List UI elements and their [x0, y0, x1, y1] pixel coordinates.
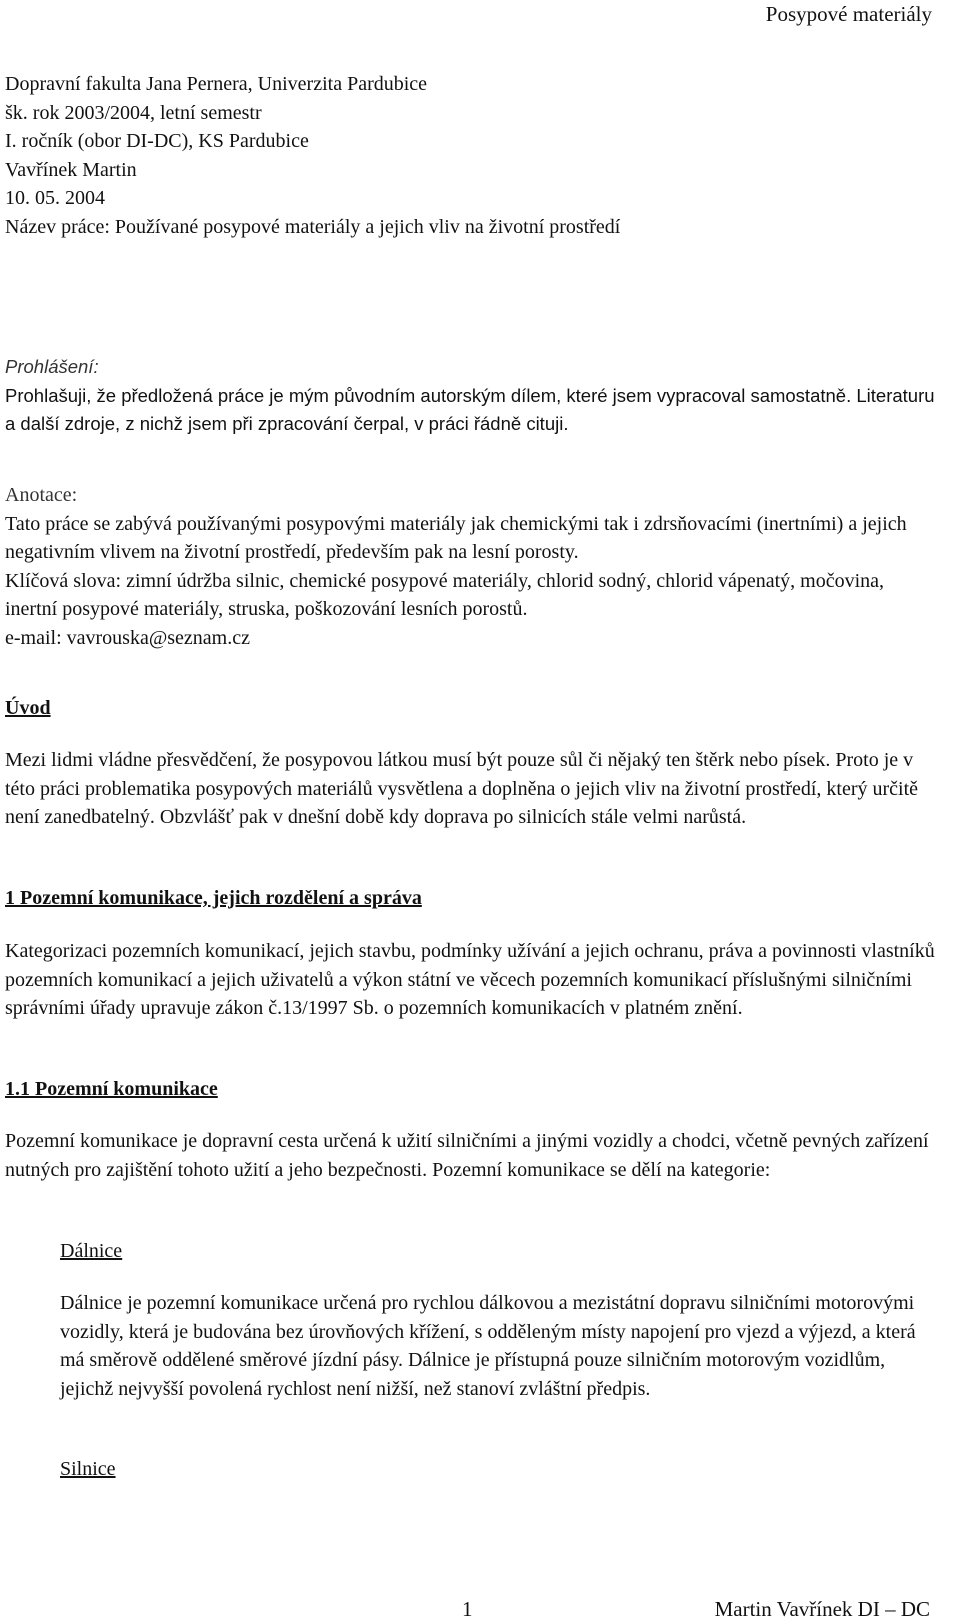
- email-text: e-mail: vavrouska@seznam.cz: [5, 626, 250, 649]
- section1-text: Kategorizaci pozemních komunikací, jejich stavbu, podmínky užívání a jejich ochranu, práva a povinnosti vlastníků pozemních komunikací a jejich uživatelů a výkon státní ve věcech pozemních komunikací příslušnými silničními správními úřady upravuje zákon č.13/1997 Sb. o pozemních komunikacích v platném znění.: [5, 940, 935, 1020]
- declaration-label: Prohlášení:: [5, 356, 99, 377]
- dalnice-heading: Dálnice: [60, 1240, 123, 1262]
- section1-heading: 1 Pozemní komunikace, jejich rozdělení a správa: [5, 887, 422, 909]
- annotation-section: [5, 481, 935, 653]
- footer-author: Martin Vavřínek DI – DC: [714, 1597, 930, 1621]
- meta-author: Vavřínek Martin: [5, 158, 137, 181]
- annotation-label: Anotace:: [5, 484, 78, 506]
- meta-title: Název práce: Používané posypové materiály a jejich vliv na životní prostředí: [5, 215, 621, 238]
- declaration-section: [5, 353, 935, 439]
- annotation-text: Tato práce se zabývá používanými posypovými materiály jak chemickými tak i zdrsňovacími (inertními) a jejich negativním vlivem na životní prostředí, především pak na lesní porosty.: [5, 512, 907, 564]
- running-header-title: Posypové materiály: [765, 2, 932, 26]
- meta-faculty: Dopravní fakulta Jana Pernera, Univerzita Pardubice: [5, 73, 428, 95]
- intro-heading: Úvod: [5, 697, 51, 719]
- declaration-text: Prohlašuji, že předložená práce je mým původním autorským dílem, které jsem vypracoval samostatně. Literaturu a další zdroje, z nichž jsem při zpracování čerpal, v práci řádně cituji.: [5, 384, 935, 435]
- meta-year-branch: I. ročník (obor DI-DC), KS Pardubice: [5, 130, 309, 153]
- dalnice-text: Dálnice je pozemní komunikace určená pro rychlou dálkovou a mezistátní dopravu silničními motorovými vozidly, která je budována bez úrovňových křížení, s odděleným místy napojení pro vjezd a výjezd, a která má směrově oddělené směrové jízdní pásy. Dálnice je přístupná pouze silničním motorovým vozidlům, jejichž nejvyšší povolená rychlost není nižší, než stanoví zvláštní předpis.: [60, 1292, 916, 1400]
- meta-block: [5, 70, 935, 242]
- section11-text: Pozemní komunikace je dopravní cesta určená k užití silničními a jinými vozidly a chodci, včetně pevných zařízení nutných pro zajištění tohoto užití a jeho bezpečnosti. Pozemní komunikace se dělí na kategorie:: [5, 1130, 929, 1181]
- footer-page-number: 1: [462, 1597, 473, 1621]
- meta-school-year: šk. rok 2003/2004, letní semestr: [5, 101, 262, 124]
- section11-heading: 1.1 Pozemní komunikace: [5, 1078, 218, 1100]
- silnice-heading: Silnice: [60, 1458, 116, 1480]
- intro-text: Mezi lidmi vládne přesvědčení, že posypovou látkou musí být pouze sůl či nějaký ten štěrk nebo písek. Proto je v této práci problematika posypových materiálů vysvětlena a doplněna o jejich vliv na životní prostředí, který určitě není zanedbatelný. Obzvlášť pak v dnešní době kdy doprava po silnicích stále velmi narůstá.: [5, 749, 919, 829]
- keywords-text: Klíčová slova: zimní údržba silnic, chemické posypové materiály, chlorid sodný, chlorid vápenatý, močovina, inertní posypové materiály, struska, poškozování lesních porostů.: [5, 569, 885, 621]
- meta-date: 10. 05. 2004: [5, 187, 105, 210]
